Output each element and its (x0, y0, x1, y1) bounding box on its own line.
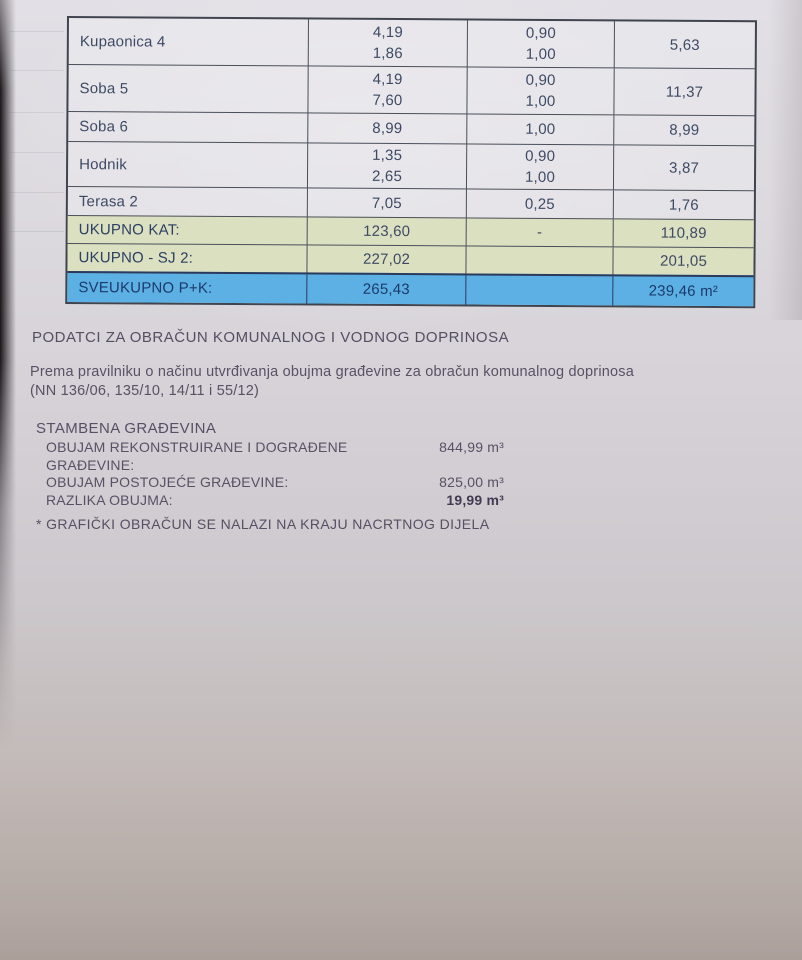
row-label: Soba 5 (79, 79, 129, 97)
area-cell (613, 190, 754, 219)
subtotal-row-floor (68, 215, 754, 247)
cell-value: 1,00 (525, 120, 556, 138)
volume-value: 825,00 m³ (439, 474, 504, 490)
factor-cell (465, 246, 612, 274)
row-label: Terasa 2 (78, 192, 139, 210)
volume-line (46, 439, 504, 474)
volume-label: RAZLIKA OBUJMA: (46, 491, 173, 508)
factor-cell (466, 218, 613, 246)
area-cell (613, 219, 754, 247)
cell-value: 0,90 (525, 71, 556, 89)
dimension-cell (307, 113, 466, 143)
volume-list (46, 439, 504, 509)
section-heading-contributions: PODATCI ZA OBRAČUN KOMUNALNOG I VODNOG DOPRINOSA (32, 329, 510, 346)
show-through-line (10, 152, 64, 153)
cell-value: 7,05 (371, 194, 402, 212)
table-row (68, 111, 754, 145)
row-label: Kupaonica 4 (79, 32, 166, 51)
area-cell (613, 145, 754, 190)
cell-value: 239,46 m² (648, 282, 719, 300)
factor-cell (465, 275, 612, 305)
area-calculation-table (65, 16, 757, 308)
grand-total-row (67, 271, 753, 306)
volume-value: 19,99 m³ (446, 491, 504, 508)
factor-cell (466, 144, 613, 189)
paragraph-line: Prema pravilniku o načinu utvrđivanja obujma građevine za obračun komunalnog doprinosa (30, 364, 634, 380)
cell-value: 8,99 (372, 119, 403, 138)
cell-value: - (537, 223, 543, 241)
dimension-cell (307, 217, 466, 245)
factor-cell (466, 114, 613, 144)
cell-value: 0,90 (525, 148, 556, 166)
dimension-cell (306, 274, 465, 304)
cell-value: 11,37 (665, 83, 704, 101)
dimension-cell (307, 143, 466, 188)
volume-line (46, 474, 504, 492)
cell-value: 7,60 (372, 91, 403, 110)
row-label: UKUPNO KAT: (78, 221, 180, 239)
factor-cell (466, 67, 613, 114)
section-heading-building: STAMBENA GRAĐEVINA (36, 420, 217, 437)
row-label: Soba 6 (79, 118, 129, 136)
cell-value: 1,35 (372, 147, 403, 165)
cell-value: 8,99 (669, 121, 700, 139)
dimension-cell (308, 19, 467, 66)
cell-value: 1,86 (372, 44, 403, 63)
factor-cell (466, 189, 613, 218)
cell-value: 1,00 (524, 168, 556, 186)
graphic-calculation-footnote: * GRAFIČKI OBRAČUN SE NALAZI NA KRAJU NACRTNOG DIJELA (36, 516, 490, 532)
dimension-cell (307, 188, 466, 217)
cell-value: 0,90 (525, 24, 556, 42)
cell-value: 227,02 (362, 250, 411, 269)
cell-value: 4,19 (372, 23, 403, 42)
table-row (68, 141, 754, 190)
show-through-line (10, 70, 64, 71)
show-through-line (10, 231, 64, 232)
dimension-cell (307, 66, 466, 113)
cell-value: 1,00 (525, 92, 556, 110)
row-label: Hodnik (79, 155, 128, 173)
volume-label: OBUJAM POSTOJEĆE GRAĐEVINE: (46, 474, 289, 490)
regulation-paragraph (30, 363, 634, 401)
cell-value: 0,25 (524, 195, 555, 213)
cell-value: 4,19 (372, 70, 403, 89)
subtotal-row-unit (67, 243, 753, 275)
table-row (68, 186, 754, 219)
cell-value: 201,05 (659, 252, 708, 270)
area-cell (614, 21, 755, 68)
cell-value: 3,87 (669, 159, 700, 177)
dimension-cell (306, 245, 465, 273)
area-cell (612, 276, 753, 306)
show-through-line (10, 192, 64, 193)
cell-value: 110,89 (660, 224, 707, 242)
area-cell (612, 247, 753, 275)
factor-cell (467, 20, 614, 67)
volume-value: 844,99 m³ (439, 439, 504, 455)
show-through-line (10, 112, 64, 113)
area-cell (613, 68, 754, 115)
cell-value: 265,43 (362, 280, 410, 299)
area-cell (613, 115, 754, 145)
cell-value: 1,00 (525, 45, 556, 63)
table-row (69, 18, 755, 68)
show-through-line (10, 31, 64, 32)
table-row (68, 64, 754, 115)
cell-value: 123,60 (363, 222, 411, 241)
row-label: SVEUKUPNO P+K: (78, 279, 213, 297)
volume-label: OBUJAM REKONSTRUIRANE I DOGRAĐENE GRAĐEVINE: (46, 439, 348, 473)
cell-value: 2,65 (371, 167, 403, 185)
paragraph-line: (NN 136/06, 135/10, 14/11 i 55/12) (30, 383, 260, 399)
row-label: UKUPNO - SJ 2: (78, 249, 194, 267)
page-corner-vignette (768, 0, 802, 320)
cell-value: 1,76 (668, 196, 699, 214)
cell-value: 5,63 (669, 36, 700, 54)
volume-line-difference (46, 492, 504, 510)
